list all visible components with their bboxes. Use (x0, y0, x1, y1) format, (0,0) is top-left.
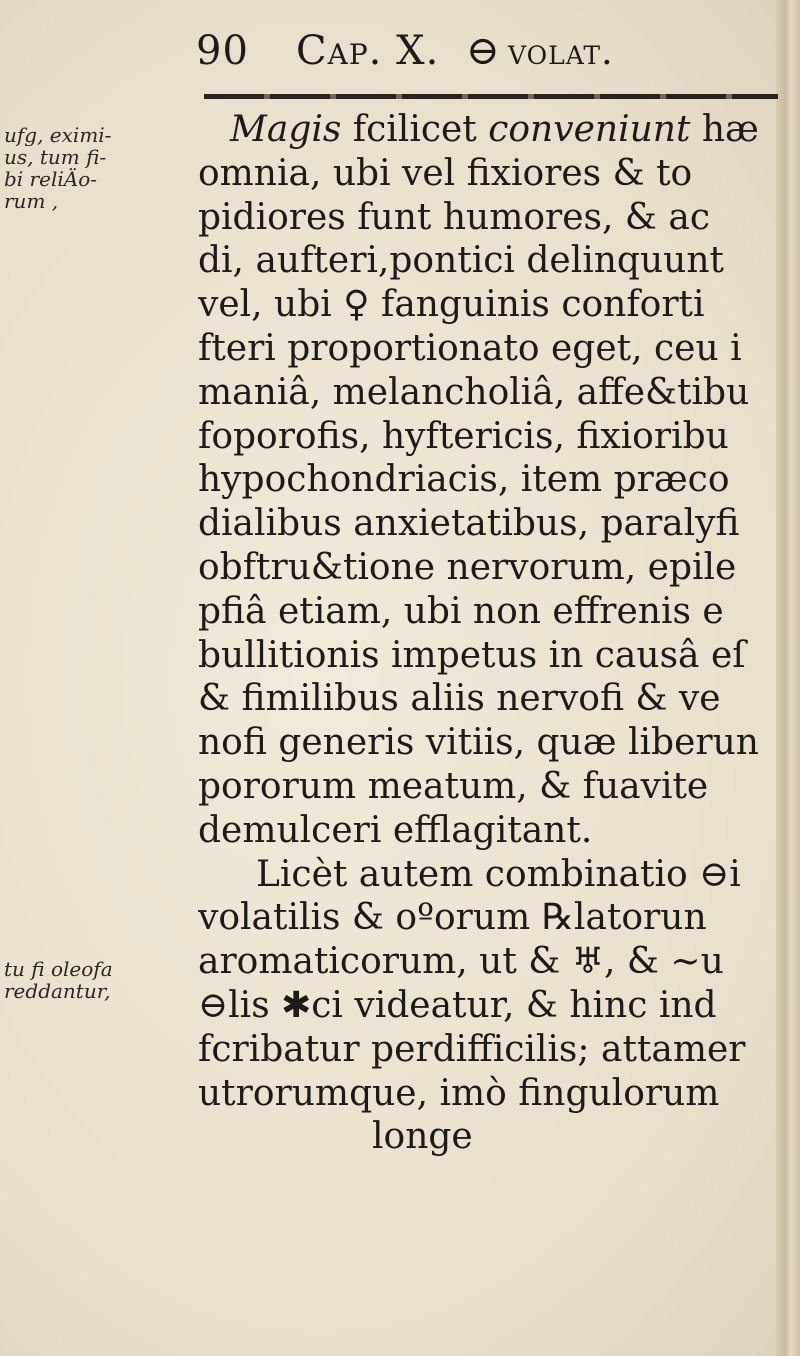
running-header (196, 28, 756, 78)
text-line: utrorumque, imò fingulorum (198, 1072, 720, 1114)
text-line: di, aufteri,pontici delinquunt (198, 240, 724, 282)
salt-symbol-icon: ⊖ (466, 28, 501, 74)
margin-note-line: ufg, eximi- (4, 124, 112, 146)
page-number: 90 (196, 28, 249, 74)
margin-note-line: bi reliÄo- (4, 168, 97, 190)
text-line: fteri proportionato eget, ceu i (198, 327, 742, 369)
text-line: demulceri efflagitant. (198, 809, 593, 851)
text-line: omnia, ubi vel fixiores & to (198, 152, 693, 194)
topic-label: volat. (508, 32, 614, 73)
text-line: vel, ubi ♀ fanguinis conforti (198, 284, 705, 326)
text-line: foporofis, hyftericis, fixioribu (198, 415, 729, 457)
text-line: maniâ, melancholiâ, affe&tibu (198, 371, 750, 413)
margin-note-line: rum , (4, 190, 59, 212)
text-line: & fimilibus aliis nervofi & ve (198, 678, 721, 720)
text-line: hypochondriacis, item præco (198, 459, 730, 501)
text-italic: conveniunt (488, 109, 691, 150)
margin-note-line: reddantur, (4, 980, 111, 1002)
catchword: longe (372, 1116, 473, 1158)
text-span: fcilicet (341, 109, 489, 150)
text-line: dialibus anxietatibus, paralyfi (198, 503, 740, 545)
text-line: pfiâ etiam, ubi non effrenis e (198, 590, 724, 632)
text-line: ⊖lis ✱ci videatur, & hinc ind (198, 984, 717, 1026)
text-italic: Magis (230, 109, 342, 150)
text-line: pororum meatum, & fuavite (198, 765, 709, 807)
text-line: fcribatur perdifficilis; attamer (198, 1028, 746, 1070)
text-line: Licèt autem combinatio ⊖i (256, 853, 741, 895)
text-span: hæ (690, 109, 759, 150)
text-line: volatilis & oºorum ℞latorun (198, 897, 707, 939)
text-line: nofi generis vitiis, quæ liberun (198, 722, 759, 764)
text-line (198, 108, 776, 152)
margin-note-line: tu fi oleofa (4, 958, 113, 980)
margin-note (4, 124, 194, 212)
chapter-label: Cap. X. (296, 28, 440, 74)
margin-note (4, 958, 194, 1002)
margin-note-line: us, tum fi- (4, 146, 107, 168)
page-gutter (776, 0, 800, 1356)
body-text (198, 108, 776, 1268)
text-line: obftru&tione nervorum, epile (198, 546, 737, 588)
header-rule (204, 94, 778, 99)
text-line: pidiores funt humores, & ac (198, 196, 710, 238)
text-line: bullitionis impetus in causâ eſ (198, 634, 746, 676)
text-line: aromaticorum, ut & ♅, & ~u (198, 941, 724, 983)
